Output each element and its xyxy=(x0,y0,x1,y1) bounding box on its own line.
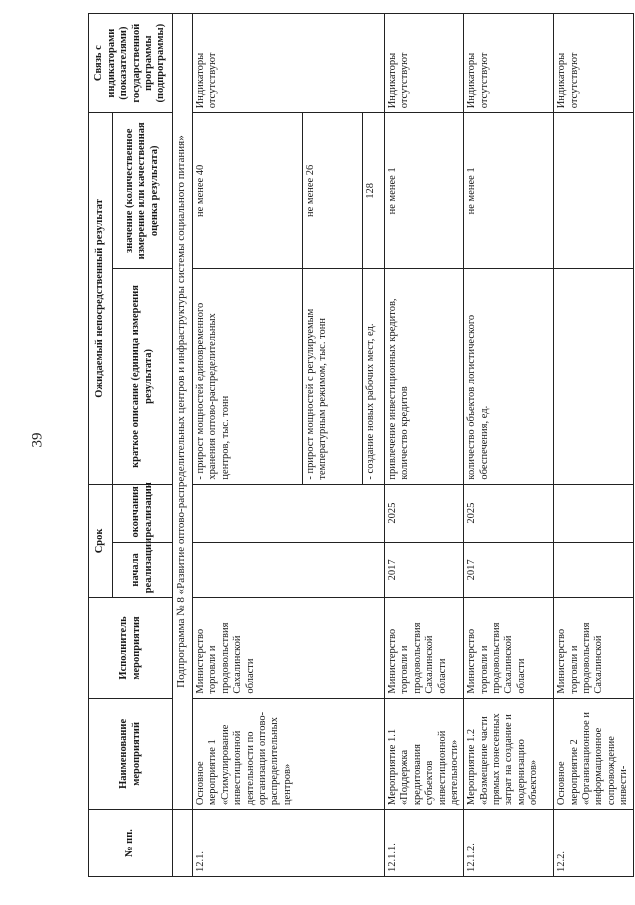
row-executor: Министерство торговли и продовольствия Сахалинской области xyxy=(193,598,385,698)
row-num: 12.1.2. xyxy=(464,810,554,877)
row-start: 2017 xyxy=(464,542,554,598)
row-link: Индикаторы отсутствуют xyxy=(464,14,554,113)
row-executor: Министерство торговли и продовольствия Сахалинской области xyxy=(385,598,464,698)
header-result-value: значение (количественное измерение или качественная оценка результата) xyxy=(113,113,173,269)
result-value: 128 xyxy=(363,113,385,269)
result-value: не менее 1 xyxy=(385,113,464,269)
row-end: 2025 xyxy=(464,484,554,542)
row-link: Индикаторы отсутствуют xyxy=(193,14,385,113)
row-link: Индикаторы отсутствуют xyxy=(385,14,464,113)
result-value: не менее 40 xyxy=(193,113,303,269)
result-value: не менее 26 xyxy=(303,113,363,269)
row-name: Мероприятие 1.2 «Возмещение части прямых понесенных затрат на создание и модернизацию объектов» xyxy=(464,698,554,809)
header-name: Наименование мероприятий xyxy=(89,698,173,809)
row-start xyxy=(193,542,385,598)
row-num: 12.1.1. xyxy=(385,810,464,877)
header-term-end: окончания реализации xyxy=(113,484,173,542)
header-result-desc: краткое описание (единица измерения результата) xyxy=(113,269,173,484)
row-executor: Министерство торговли и продовольствия Сахалинской xyxy=(554,598,634,698)
result-value xyxy=(554,113,634,269)
row-name: Основное мероприятие 2 «Организационное и информационное сопровождение инвести- xyxy=(554,698,634,809)
header-link: Связь с индикаторами (показателями) государственной программы (подпрограммы) xyxy=(89,14,173,113)
row-end: 2025 xyxy=(385,484,464,542)
row-executor: Министерство торговли и продовольствия Сахалинской области xyxy=(464,598,554,698)
row-end xyxy=(554,484,634,542)
row-end xyxy=(193,484,385,542)
header-term: Срок xyxy=(89,484,113,598)
row-num: 12.2. xyxy=(554,810,634,877)
result-desc: привлечение инвестиционных кредитов, количество кредитов xyxy=(385,269,464,484)
row-link: Индикаторы отсутствуют xyxy=(554,14,634,113)
row-name: Мероприятие 1.1 «Поддержка кредитования субъектов инвестиционной деятельности» xyxy=(385,698,464,809)
result-desc: - создание новых рабочих мест, ед. xyxy=(363,269,385,484)
header-term-start: начала реализации xyxy=(113,542,173,598)
header-result: Ожидаемый непосредственный результат xyxy=(89,113,113,484)
result-value: не менее 1 xyxy=(464,113,554,269)
result-desc xyxy=(554,269,634,484)
header-num: № пп. xyxy=(89,810,173,877)
result-desc: - прирост мощностей единовременного хранения оптово-распределительных центров, тыс. тонн xyxy=(193,269,303,484)
section-empty-cell xyxy=(173,810,193,877)
program-measures-table xyxy=(88,13,634,877)
row-start xyxy=(554,542,634,598)
result-desc: количество объектов логистического обеспечения, ед. xyxy=(464,269,554,484)
row-start: 2017 xyxy=(385,542,464,598)
result-desc: - прирост мощностей с регулируемым температурным режимом, тыс. тонн xyxy=(303,269,363,484)
section-title: Подпрограмма № 8 «Развитие оптово-распределительных центров и инфраструктуры системы социального питания» xyxy=(173,14,193,810)
row-num: 12.1. xyxy=(193,810,385,877)
page-number: 39 xyxy=(29,432,46,448)
header-executor: Исполнитель мероприятия xyxy=(89,598,173,698)
row-name: Основное мероприятие 1 «Стимулирование инвестиционной деятельности по организации оптово-распределительных центров» xyxy=(193,698,385,809)
